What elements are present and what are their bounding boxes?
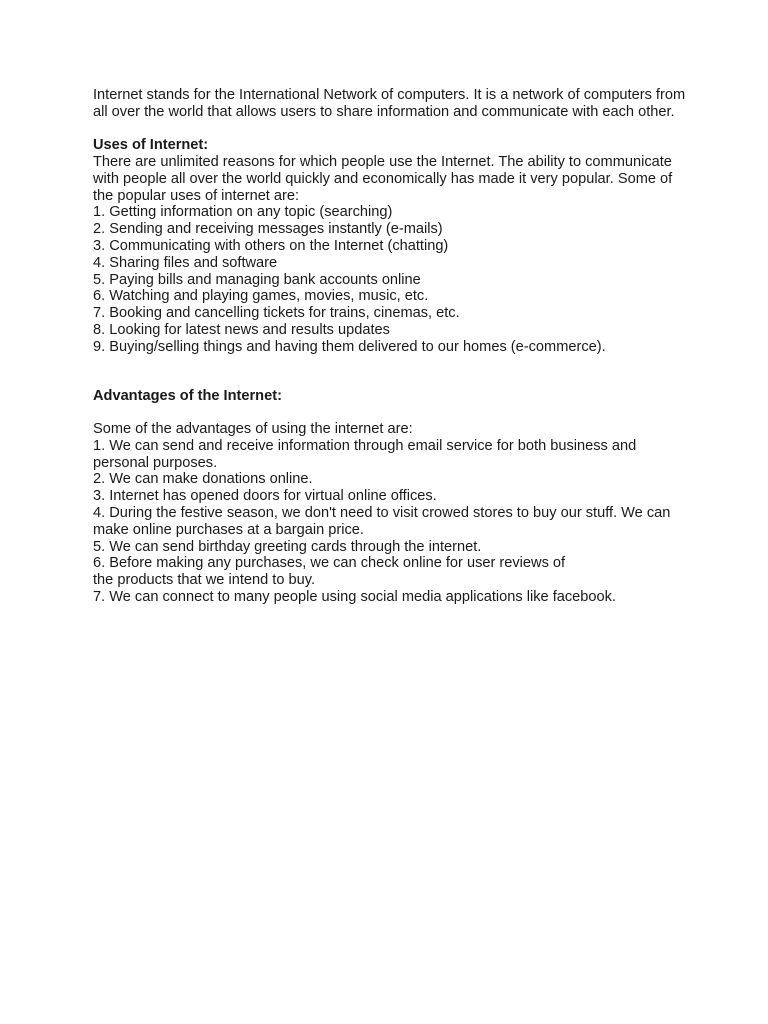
uses-list-item: 5. Paying bills and managing bank accounts online bbox=[93, 271, 421, 288]
uses-list-item: 6. Watching and playing games, movies, music, etc. bbox=[93, 288, 429, 305]
uses-list-item: 2. Sending and receiving messages instantly (e-mails) bbox=[93, 221, 443, 238]
advantages-list-item: 2. We can make donations online. bbox=[93, 471, 313, 488]
advantages-list-item: 5. We can send birthday greeting cards through the internet. bbox=[93, 538, 482, 555]
advantages-list-item: the products that we intend to buy. bbox=[93, 572, 316, 589]
uses-list-item: 8. Looking for latest news and results updates bbox=[93, 321, 390, 338]
uses-intro-paragraph: There are unlimited reasons for which people use the Internet. The ability to communicate with people all over the world quickly and economically has made it very popular. Some of the popular uses of internet are: bbox=[93, 153, 673, 204]
uses-heading: Uses of Internet: bbox=[93, 137, 209, 154]
advantages-list-item: 4. During the festive season, we don't need to visit crowed stores to buy our stuff. We can make online purchases at a bargain price. bbox=[93, 504, 671, 538]
advantages-list-item: 6. Before making any purchases, we can check online for user reviews of bbox=[93, 555, 566, 572]
advantages-list-item: 7. We can connect to many people using social media applications like facebook. bbox=[93, 588, 616, 605]
advantages-list-item: 1. We can send and receive information through email service for both business and personal purposes. bbox=[93, 437, 637, 471]
intro-paragraph: Internet stands for the International Network of computers. It is a network of computers from all over the world that allows users to share information and communicate with each other. bbox=[93, 87, 686, 120]
advantages-intro-paragraph: Some of the advantages of using the internet are: bbox=[93, 420, 413, 437]
advantages-heading: Advantages of the Internet: bbox=[93, 387, 282, 404]
document-page bbox=[93, 87, 693, 606]
uses-list-item: 7. Booking and cancelling tickets for trains, cinemas, etc. bbox=[93, 305, 460, 322]
uses-list-item: 3. Communicating with others on the Internet (chatting) bbox=[93, 237, 449, 254]
uses-list-item: 1. Getting information on any topic (searching) bbox=[93, 204, 393, 221]
uses-list-item: 4. Sharing files and software bbox=[93, 254, 278, 271]
uses-list-item: 9. Buying/selling things and having them delivered to our homes (e-commerce). bbox=[93, 338, 606, 355]
advantages-list-item: 3. Internet has opened doors for virtual online offices. bbox=[93, 488, 437, 505]
